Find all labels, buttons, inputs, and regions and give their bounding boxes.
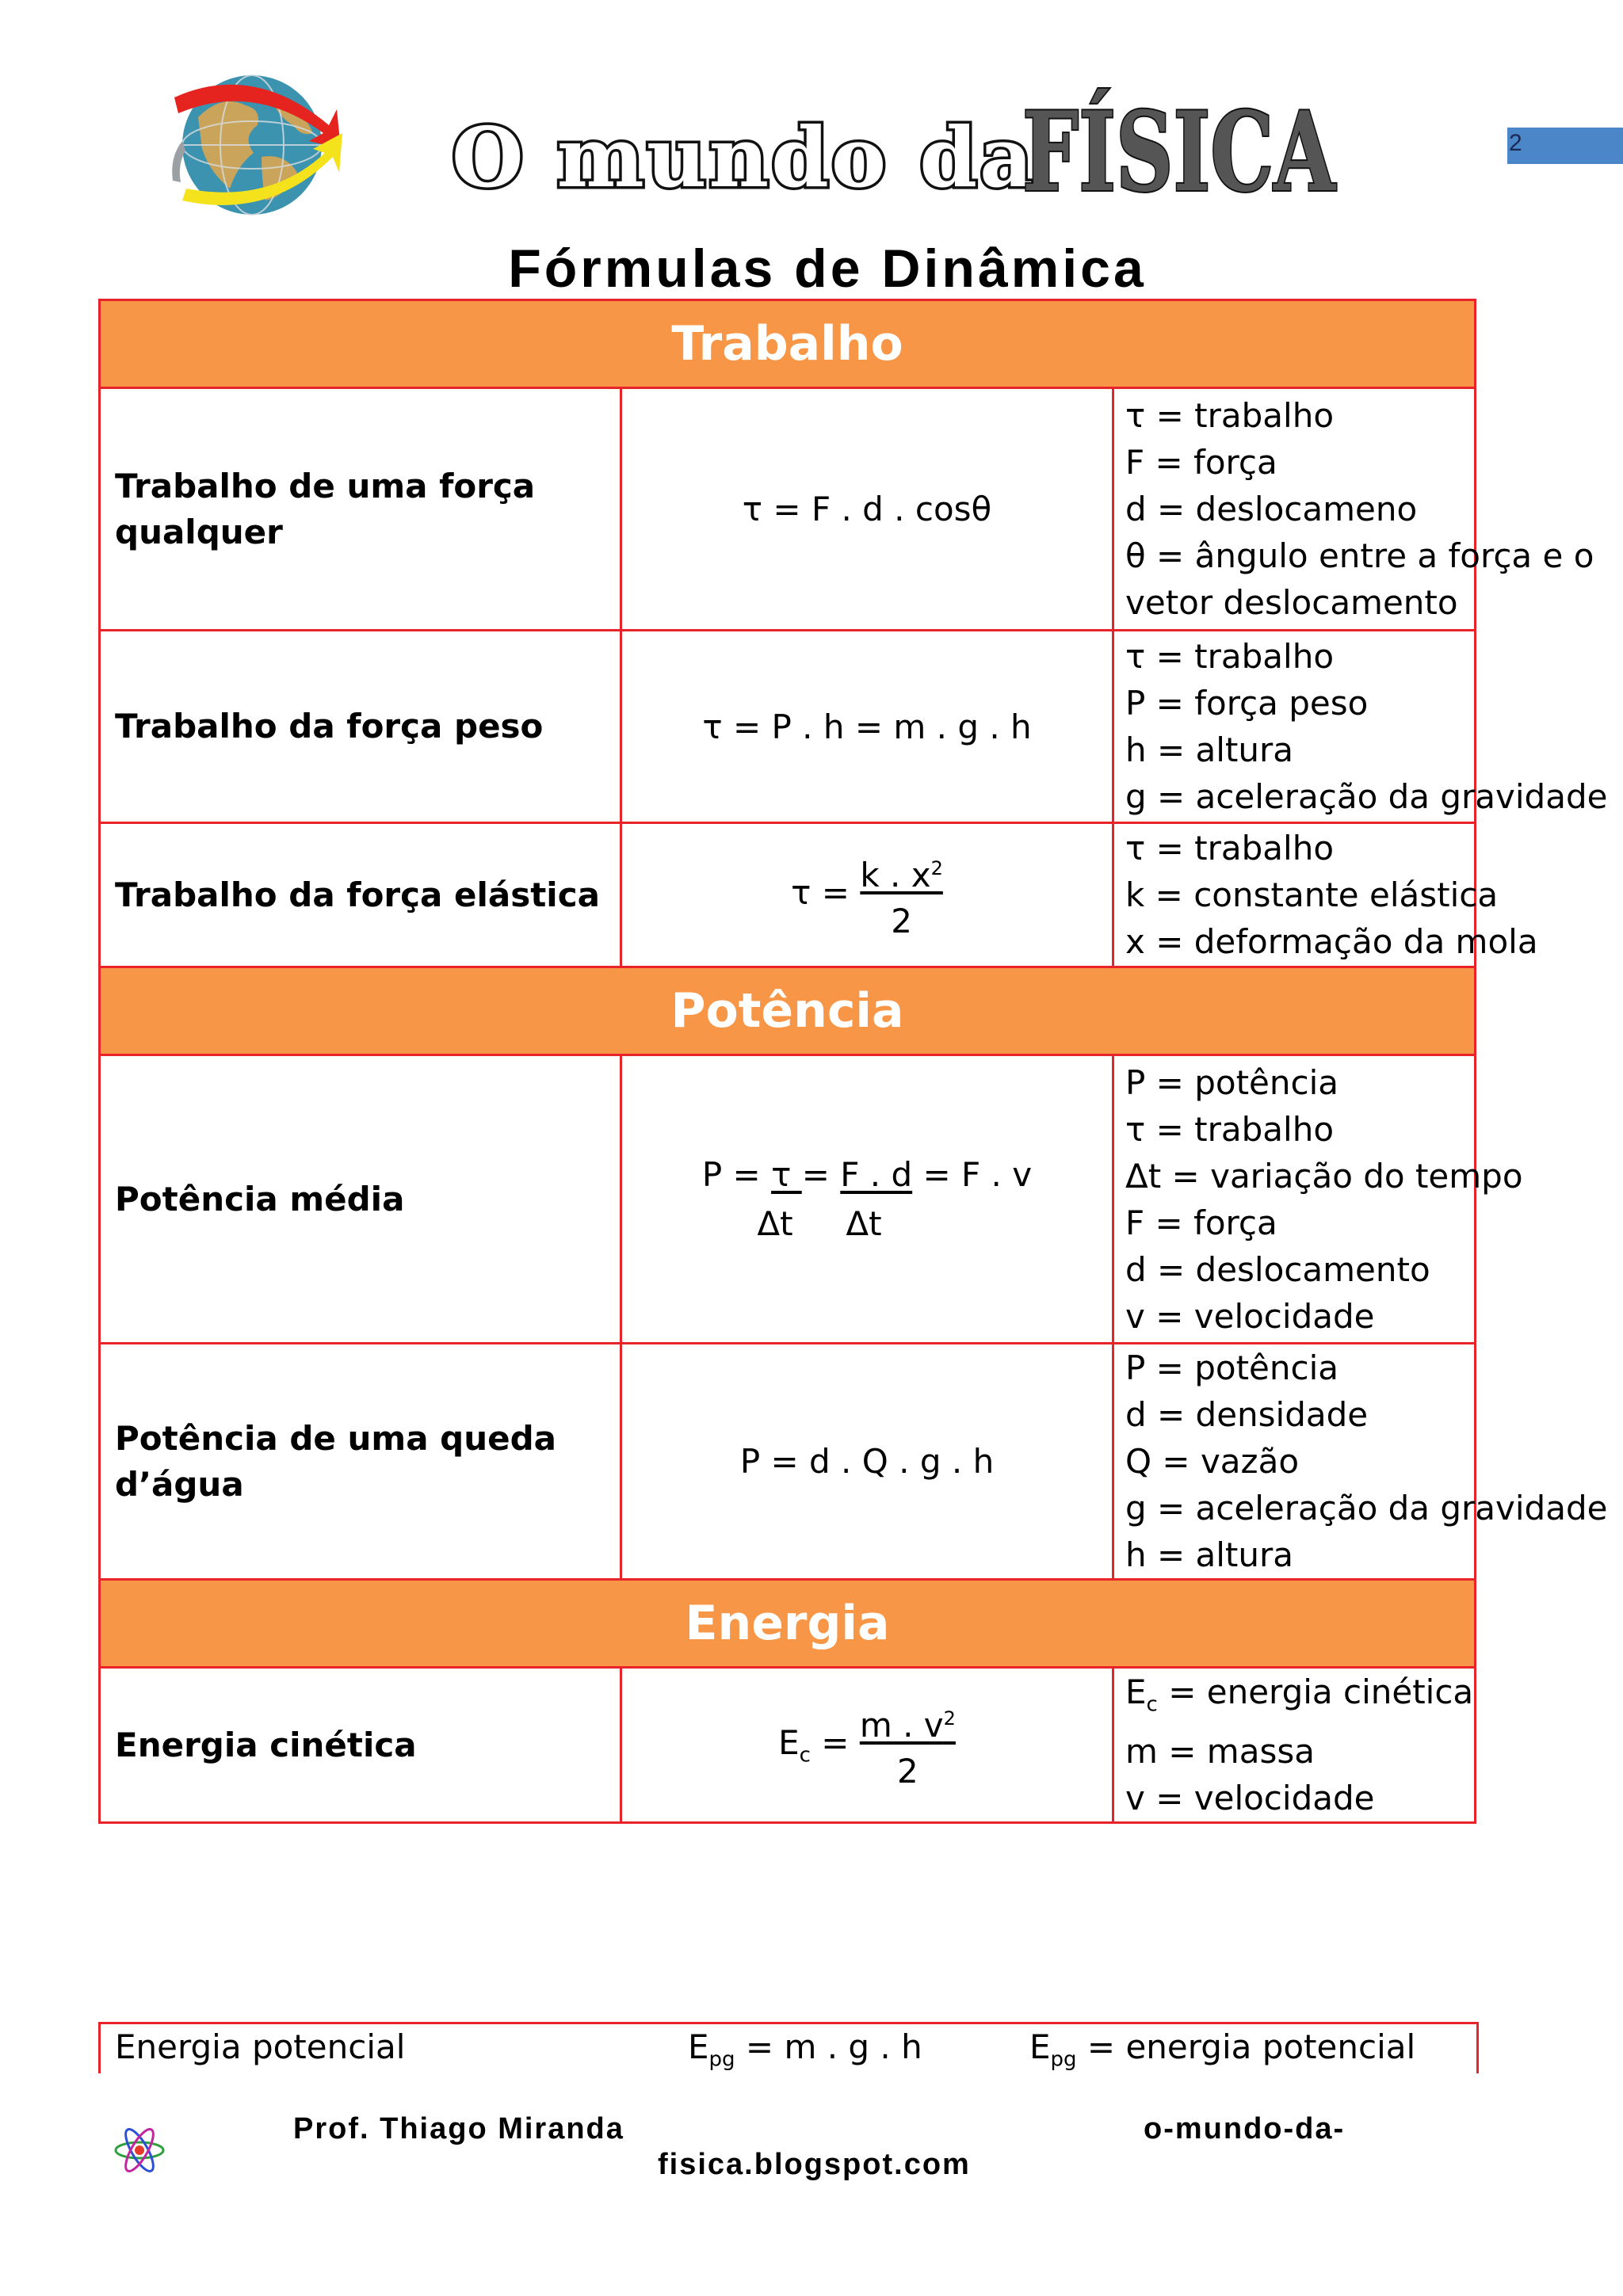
globe-logo-icon	[166, 62, 341, 220]
brand-right-text: FÍSICA	[1022, 87, 1337, 216]
row-formula: $E_{pg} = m$ . g . h	[688, 2027, 922, 2072]
page-number-tab	[1507, 128, 1623, 164]
table-row	[100, 1668, 1476, 1823]
potential-energy-row	[98, 2022, 1479, 2073]
row-formula: $E_c = \frac{m . v^2}{2}$	[621, 1668, 1113, 1823]
row-variables: P = potência d = densidade Q = vazão g = aceleração da gravidade h = altura	[1113, 1344, 1476, 1580]
atom-icon	[113, 2123, 166, 2177]
row-variables: $E_{pg}$ = energia potencial	[1029, 2027, 1416, 2072]
row-name: Energia potencial	[115, 2027, 406, 2066]
row-variables: τ = trabalho k = constante elástica x = deformação da mola	[1113, 823, 1476, 967]
row-name: Trabalho da força elástica	[100, 823, 621, 967]
row-formula: $\tau = \frac{k . x^2}{2}$	[621, 823, 1113, 967]
table-row	[100, 388, 1476, 631]
section-header-energia: Energia	[100, 1580, 1476, 1668]
section-header-trabalho: Trabalho	[100, 300, 1476, 388]
brand-wordmark	[452, 75, 1339, 216]
row-formula: τ = F . d . cosθ	[621, 388, 1113, 631]
formulas-table	[98, 299, 1608, 1824]
row-name: Energia cinética	[100, 1668, 621, 1823]
footer-blog-part2: fisica.blogspot.com	[658, 2148, 971, 2181]
table-row	[100, 1344, 1476, 1580]
row-variables: τ = trabalho P = força peso h = altura g = aceleração da gravidade	[1113, 631, 1476, 823]
row-name: Potência média	[100, 1055, 621, 1344]
row-variables: τ = trabalho F = força d = deslocameno θ = ângulo entre a força e o vetor deslocamento	[1113, 388, 1476, 631]
table-row	[100, 823, 1476, 967]
row-name: Potência de uma queda d’água	[100, 1344, 621, 1580]
footer-author: Prof. Thiago Miranda	[293, 2112, 624, 2145]
brand-left-text: O mundo da	[452, 109, 1036, 206]
row-name: Trabalho da força peso	[100, 631, 621, 823]
row-formula: P = τ = F . d = F . v Δt Δt	[621, 1055, 1113, 1344]
row-formula: P = d . Q . g . h	[621, 1344, 1113, 1580]
document-title: Fórmulas de Dinâmica	[508, 238, 1147, 299]
row-name: Trabalho de uma força qualquer	[100, 388, 621, 631]
row-variables: P = potência τ = trabalho Δt = variação do tempo F = força d = deslocamento v = velocidade	[1113, 1055, 1476, 1344]
footer-blog-part1: o-mundo-da-	[1144, 2112, 1346, 2145]
section-header-potencia: Potência	[100, 967, 1476, 1055]
table-row	[100, 1055, 1476, 1344]
row-variables: $E_c$ = energia cinética m = massa v = velocidade	[1113, 1668, 1476, 1823]
table-row	[100, 631, 1476, 823]
page-number: 2	[1509, 130, 1522, 156]
row-formula: τ = P . h = m . g . h	[621, 631, 1113, 823]
